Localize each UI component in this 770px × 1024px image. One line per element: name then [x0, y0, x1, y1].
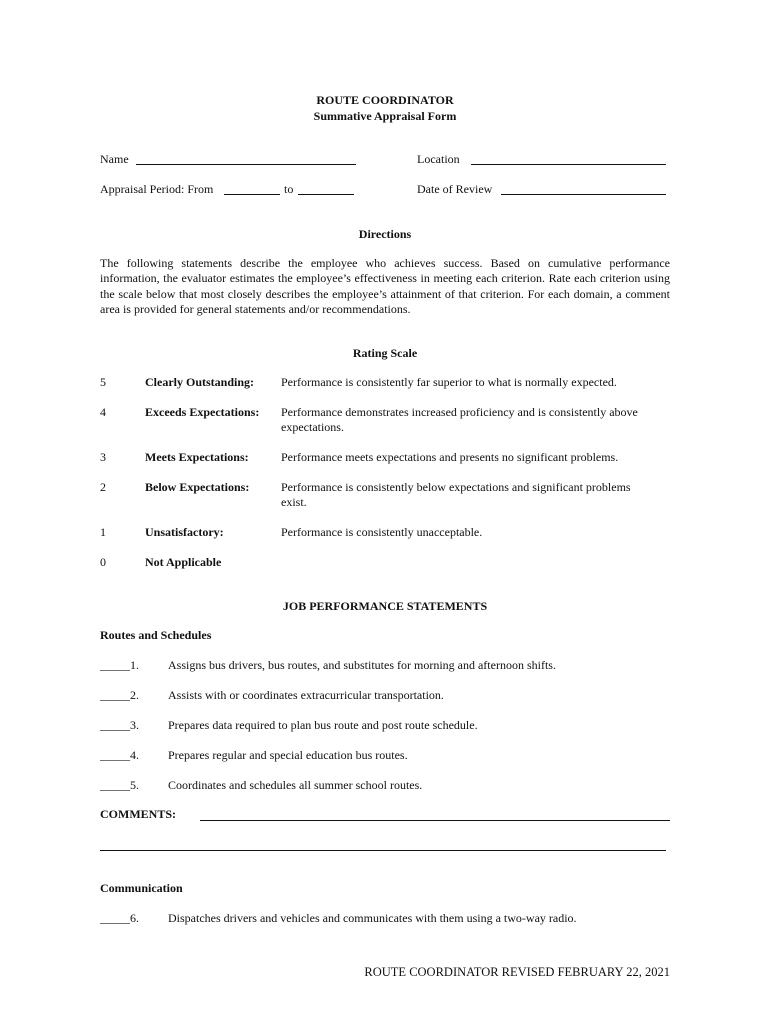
rating-label: Below Expectations: — [145, 480, 250, 494]
rating-score: 4 — [100, 405, 106, 419]
rating-blank[interactable]: _____6. — [100, 911, 139, 925]
location-field[interactable] — [471, 164, 666, 165]
rating-description: Performance is consistently below expectations and significant problems exist. — [281, 480, 631, 509]
rating-description: Performance is consistently far superior to what is normally expected. — [281, 375, 617, 389]
rating-blank[interactable]: _____1. — [100, 658, 139, 672]
statement-text: Prepares data required to plan bus route and post route schedule. — [168, 718, 478, 732]
statement-text: Coordinates and schedules all summer school routes. — [168, 778, 423, 792]
rating-scale-heading: Rating Scale — [352, 346, 418, 360]
review-date-field[interactable] — [501, 194, 666, 195]
rating-blank[interactable]: _____5. — [100, 778, 139, 792]
rating-blank[interactable]: _____3. — [100, 718, 139, 732]
rating-blank[interactable]: _____4. — [100, 748, 139, 762]
section-title-communication: Communication — [100, 881, 183, 895]
comments-label: COMMENTS: — [100, 807, 176, 821]
rating-score: 0 — [100, 555, 106, 569]
rating-score: 2 — [100, 480, 106, 494]
page-footer: ROUTE COORDINATOR REVISED FEBRUARY 22, 2021 — [364, 965, 670, 979]
appraisal-from-field[interactable] — [224, 194, 280, 195]
rating-blank[interactable]: _____2. — [100, 688, 139, 702]
rating-description: Performance is consistently unacceptable. — [281, 525, 483, 539]
statement-text: Dispatches drivers and vehicles and communicates with them using a two-way radio. — [168, 911, 577, 925]
location-label: Location — [417, 152, 460, 166]
statement-text: Assigns bus drivers, bus routes, and substitutes for morning and afternoon shifts. — [168, 658, 556, 672]
rating-score: 3 — [100, 450, 106, 464]
statement-text: Prepares regular and special education bus routes. — [168, 748, 408, 762]
comments-line[interactable] — [200, 820, 670, 821]
rating-label: Exceeds Expectations: — [145, 405, 260, 419]
comments-line[interactable] — [100, 850, 666, 851]
statement-text: Assists with or coordinates extracurricular transportation. — [168, 688, 444, 702]
rating-label: Clearly Outstanding: — [145, 375, 255, 389]
job-performance-heading: JOB PERFORMANCE STATEMENTS — [282, 599, 488, 613]
name-field[interactable] — [136, 164, 356, 165]
section-title-routes: Routes and Schedules — [100, 628, 212, 642]
rating-description: Performance demonstrates increased proficiency and is consistently above expectations. — [281, 405, 638, 434]
name-label: Name — [100, 152, 129, 166]
form-subtitle: Summative Appraisal Form — [313, 109, 457, 123]
directions-heading: Directions — [358, 227, 412, 241]
directions-text: The following statements describe the employee who achieves success. Based on cumulative performance information, the evaluator estimates the employee’s effectiveness in meeting each criterion. Rate each criterion using the scale below that most closely describes the employee’s attainment of that criterion. For each domain, a comment area is provided for general statements and/or recommendations. — [100, 256, 670, 316]
appraisal-to-label: to — [284, 182, 294, 196]
rating-label: Unsatisfactory: — [145, 525, 224, 539]
rating-label: Meets Expectations: — [145, 450, 249, 464]
rating-label: Not Applicable — [145, 555, 222, 569]
form-title: ROUTE COORDINATOR — [316, 93, 454, 107]
review-date-label: Date of Review — [417, 182, 493, 196]
appraisal-to-field[interactable] — [298, 194, 354, 195]
rating-score: 5 — [100, 375, 106, 389]
rating-description: Performance meets expectations and presents no significant problems. — [281, 450, 619, 464]
rating-score: 1 — [100, 525, 106, 539]
appraisal-from-label: Appraisal Period: From — [100, 182, 214, 196]
